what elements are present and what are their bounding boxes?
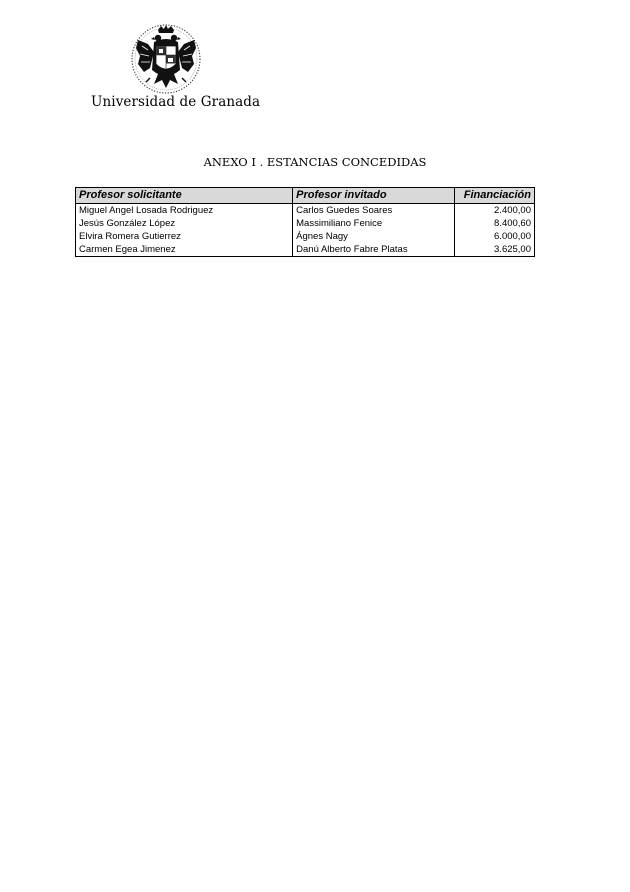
table-row (76, 230, 535, 243)
cell-applicant: Miguel Angel Losada Rodriguez (76, 204, 293, 218)
cell-funding: 8.400,60 (455, 217, 535, 230)
grants-table (75, 187, 535, 257)
cell-applicant: Elvira Romera Gutierrez (76, 230, 293, 243)
university-logo (128, 22, 204, 96)
column-header-funding: Financiación (455, 188, 535, 204)
university-coat-of-arms-icon (128, 22, 204, 96)
cell-guest: Carlos Guedes Soares (293, 204, 455, 218)
cell-applicant: Jesús González López (76, 217, 293, 230)
cell-guest: Massimiliano Fenice (293, 217, 455, 230)
column-header-guest: Profesor invitado (293, 188, 455, 204)
cell-funding: 3.625,00 (455, 243, 535, 257)
annex-title: ANEXO I . ESTANCIAS CONCEDIDAS (203, 155, 427, 169)
table-row (76, 204, 535, 218)
table-row (76, 217, 535, 230)
column-header-applicant: Profesor solicitante (76, 188, 293, 204)
cell-applicant: Carmen Egea Jimenez (76, 243, 293, 257)
university-name: Universidad de Granada (91, 94, 261, 110)
table-row (76, 243, 535, 257)
cell-funding: 6.000,00 (455, 230, 535, 243)
annex-title-container (0, 155, 630, 169)
cell-funding: 2.400,00 (455, 204, 535, 218)
cell-guest: Danú Alberto Fabre Platas (293, 243, 455, 257)
table-header-row (76, 188, 535, 204)
cell-guest: Ágnes Nagy (293, 230, 455, 243)
